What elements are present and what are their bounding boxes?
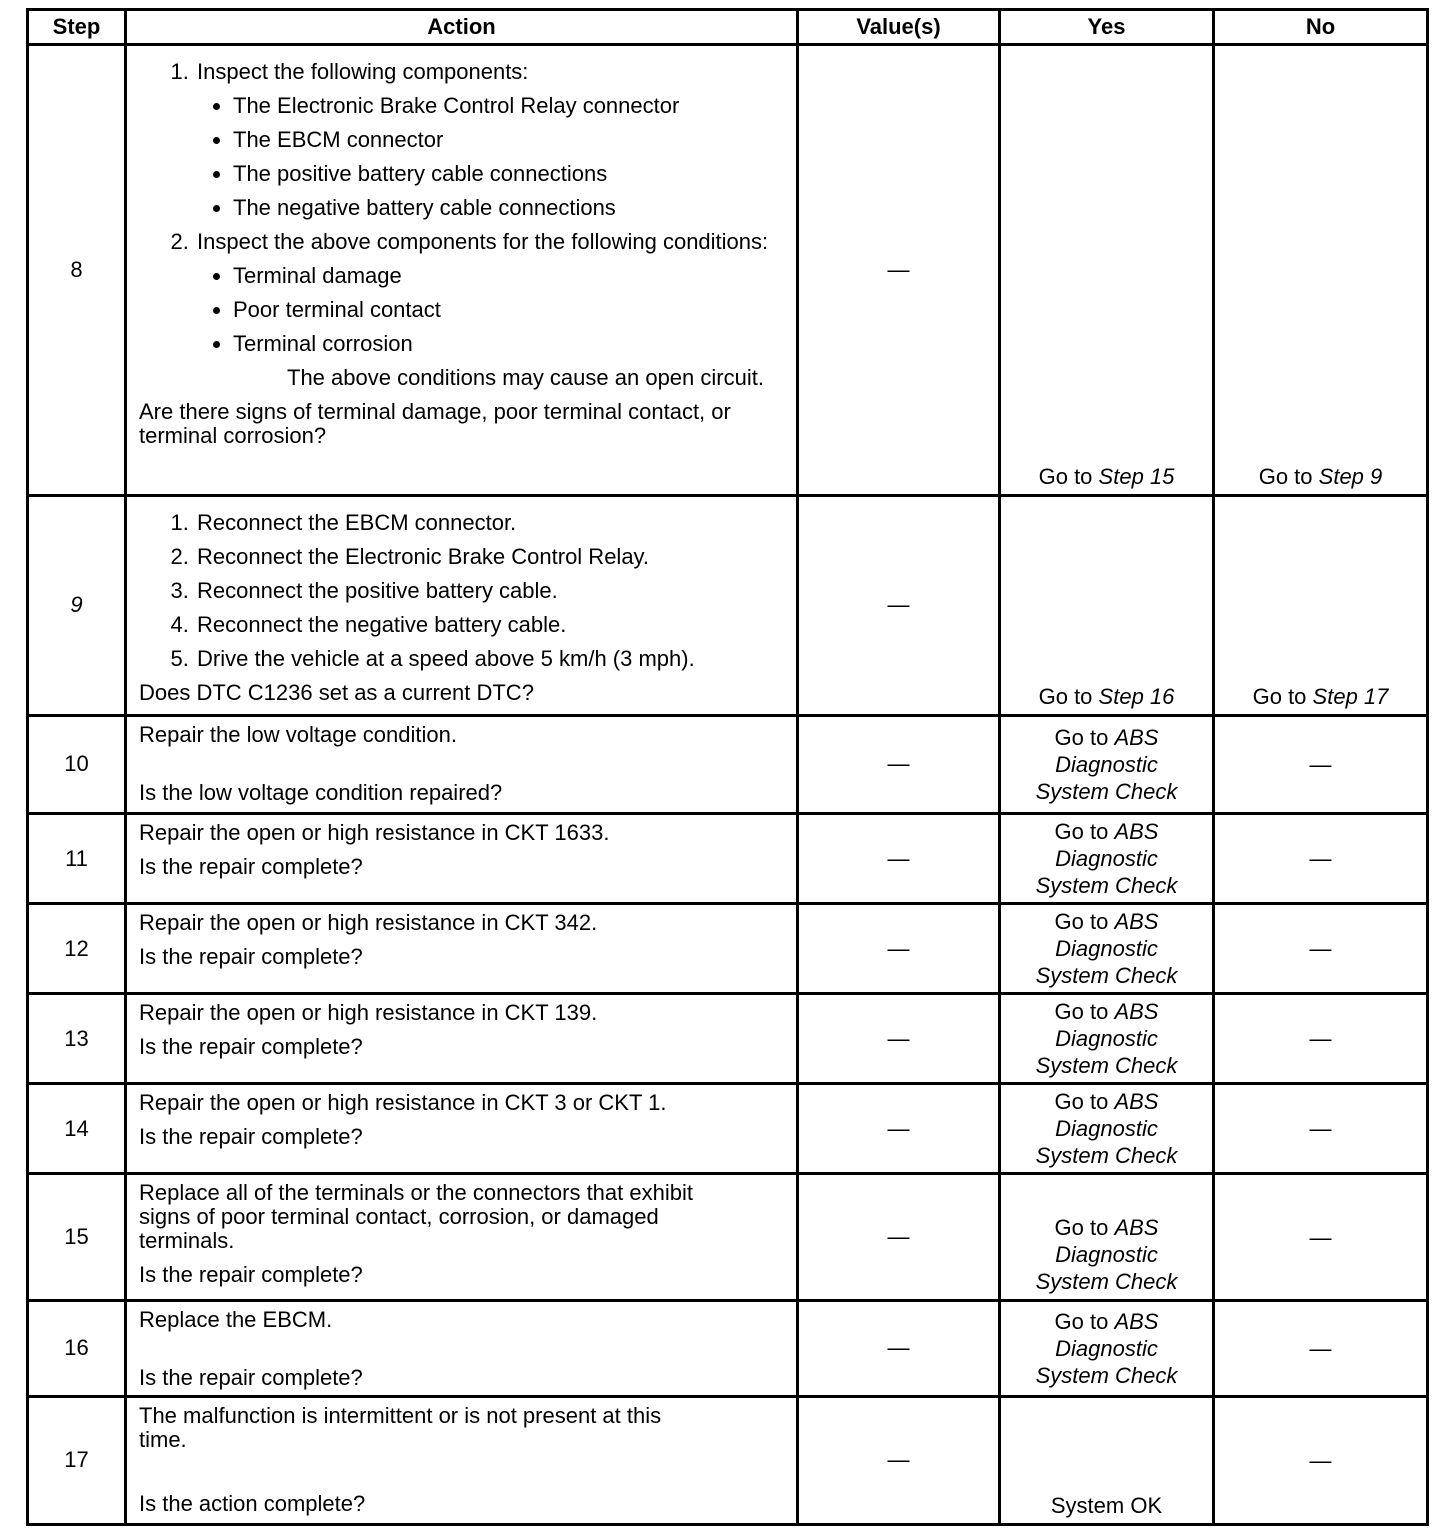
yes-prefix: Go to xyxy=(1054,1089,1109,1115)
step-number: 13 xyxy=(28,994,126,1084)
value-cell: — xyxy=(798,1300,1000,1396)
header-step: Step xyxy=(28,10,126,45)
action-question: Is the repair complete? xyxy=(139,1124,363,1150)
no-cell: — xyxy=(1214,715,1428,813)
table-row xyxy=(28,1300,1428,1396)
yes-cell xyxy=(1000,1300,1214,1396)
value-cell: — xyxy=(798,994,1000,1084)
yes-link-line[interactable]: Diagnostic xyxy=(1055,751,1158,777)
yes-link-line[interactable]: Diagnostic xyxy=(1055,936,1158,962)
table-row xyxy=(28,994,1428,1084)
yes-link-line[interactable]: System Check xyxy=(1035,963,1178,989)
action-question: Is the action complete? xyxy=(139,1490,366,1516)
bullet-item: • Terminal corrosion xyxy=(233,332,786,356)
yes-cell: System OK xyxy=(1000,1396,1214,1524)
value-cell: — xyxy=(798,1396,1000,1524)
table-row xyxy=(28,1084,1428,1174)
header-values: Value(s) xyxy=(798,10,1000,45)
action-text: The malfunction is intermittent or is not present at this time. xyxy=(139,1402,662,1452)
table-row xyxy=(28,1396,1428,1524)
yes-prefix: Go to xyxy=(1038,463,1093,489)
yes-link-line[interactable]: System Check xyxy=(1035,1268,1178,1294)
action-step: 3. Reconnect the positive battery cable. xyxy=(195,579,786,603)
bullet-item: • The EBCM connector xyxy=(233,128,786,152)
step-number: 16 xyxy=(28,1300,126,1396)
yes-prefix: Go to xyxy=(1038,683,1093,709)
action-step-text: Inspect the following components: xyxy=(197,59,529,84)
value-cell: — xyxy=(798,495,1000,715)
no-cell: — xyxy=(1214,1174,1428,1300)
action-cell xyxy=(126,814,798,904)
yes-link[interactable]: ABS xyxy=(1114,1214,1159,1240)
yes-link-line[interactable]: Diagnostic xyxy=(1055,1241,1158,1267)
yes-link[interactable]: ABS xyxy=(1114,819,1159,845)
action-cell xyxy=(126,1300,798,1396)
action-text: Replace all of the terminals or the connectors that exhibit signs of poor terminal contact, corrosion, or damaged terminals. xyxy=(139,1180,693,1254)
action-question: Is the repair complete? xyxy=(139,1364,363,1390)
table-row xyxy=(28,814,1428,904)
table-row xyxy=(28,1174,1428,1300)
yes-link[interactable]: Step 15 xyxy=(1098,463,1175,489)
action-note: The above conditions may cause an open circuit. xyxy=(287,365,764,390)
step-number: 10 xyxy=(28,715,126,813)
action-text: Replace the EBCM. xyxy=(139,1306,333,1332)
bullet-item: • The positive battery cable connections xyxy=(233,162,786,186)
value-cell: — xyxy=(798,1174,1000,1300)
yes-prefix: Go to xyxy=(1054,1308,1109,1334)
table-row xyxy=(28,495,1428,715)
action-step: 1. Reconnect the EBCM connector. xyxy=(195,511,786,535)
action-cell xyxy=(126,1174,798,1300)
bullet-item: • Terminal damage xyxy=(233,264,786,288)
yes-link[interactable]: Step 16 xyxy=(1098,683,1175,709)
yes-link-line[interactable]: Diagnostic xyxy=(1055,1335,1158,1361)
yes-cell xyxy=(1000,904,1214,994)
step-number: 17 xyxy=(28,1396,126,1524)
bullet-item: • The negative battery cable connections xyxy=(233,196,786,220)
action-question: Does DTC C1236 set as a current DTC? xyxy=(139,679,534,705)
yes-prefix: Go to xyxy=(1054,1214,1109,1240)
action-question: Is the repair complete? xyxy=(139,944,363,970)
header-no: No xyxy=(1214,10,1428,45)
no-cell: — xyxy=(1214,1300,1428,1396)
yes-link-line[interactable]: System Check xyxy=(1035,1053,1178,1079)
bullet-list xyxy=(197,264,786,356)
action-step xyxy=(195,230,786,390)
action-step: 5. Drive the vehicle at a speed above 5 km/h (3 mph). xyxy=(195,647,786,671)
bullet-item: • Poor terminal contact xyxy=(233,298,786,322)
yes-link-line[interactable]: System Check xyxy=(1035,1143,1178,1169)
diagnostic-table xyxy=(26,8,1429,1526)
value-cell: — xyxy=(798,904,1000,994)
table-row xyxy=(28,715,1428,813)
action-text: Repair the open or high resistance in CKT 1633. xyxy=(139,820,610,846)
header-row xyxy=(28,10,1428,45)
value-cell: — xyxy=(798,1084,1000,1174)
no-link[interactable]: Step 9 xyxy=(1318,463,1383,489)
step-number: 11 xyxy=(28,814,126,904)
no-prefix: Go to xyxy=(1252,683,1307,709)
action-text: Repair the open or high resistance in CKT 342. xyxy=(139,910,598,936)
value-cell: — xyxy=(798,45,1000,496)
no-cell: — xyxy=(1214,904,1428,994)
yes-link[interactable]: ABS xyxy=(1114,1308,1159,1334)
action-cell xyxy=(126,1396,798,1524)
action-question: Are there signs of terminal damage, poor terminal contact, or terminal corrosion? xyxy=(139,399,731,448)
yes-link[interactable]: ABS xyxy=(1114,1089,1159,1115)
action-text: Repair the open or high resistance in CKT 3 or CKT 1. xyxy=(139,1090,667,1116)
no-link[interactable]: Step 17 xyxy=(1312,683,1389,709)
no-prefix: Go to xyxy=(1258,463,1313,489)
header-yes: Yes xyxy=(1000,10,1214,45)
yes-cell xyxy=(1000,495,1214,715)
yes-cell xyxy=(1000,814,1214,904)
yes-link[interactable]: ABS xyxy=(1114,999,1159,1025)
yes-link-line[interactable]: Diagnostic xyxy=(1055,1116,1158,1142)
action-cell xyxy=(126,904,798,994)
action-question: Is the low voltage condition repaired? xyxy=(139,779,503,805)
no-cell: — xyxy=(1214,994,1428,1084)
yes-prefix: Go to xyxy=(1054,909,1109,935)
step-number: 9 xyxy=(28,495,126,715)
yes-prefix: Go to xyxy=(1054,999,1109,1025)
no-cell: — xyxy=(1214,1396,1428,1524)
bullet-list xyxy=(197,94,786,220)
step-number: 14 xyxy=(28,1084,126,1174)
yes-cell xyxy=(1000,1174,1214,1300)
action-text: Repair the open or high resistance in CKT 139. xyxy=(139,1000,598,1026)
yes-cell xyxy=(1000,45,1214,496)
no-cell xyxy=(1214,45,1428,496)
yes-link-line[interactable]: Diagnostic xyxy=(1055,846,1158,872)
no-cell: — xyxy=(1214,814,1428,904)
yes-prefix: Go to xyxy=(1054,819,1109,845)
table-row xyxy=(28,45,1428,496)
action-cell xyxy=(126,45,798,496)
action-step: 4. Reconnect the negative battery cable. xyxy=(195,613,786,637)
action-question: Is the repair complete? xyxy=(139,1034,363,1060)
yes-cell xyxy=(1000,715,1214,813)
yes-link[interactable]: ABS xyxy=(1114,724,1159,750)
yes-link-line[interactable]: System Check xyxy=(1035,873,1178,899)
action-cell xyxy=(126,715,798,813)
yes-link-line[interactable]: System Check xyxy=(1035,778,1178,804)
yes-cell xyxy=(1000,994,1214,1084)
yes-link-line[interactable]: Diagnostic xyxy=(1055,1026,1158,1052)
yes-link[interactable]: ABS xyxy=(1114,909,1159,935)
action-steps xyxy=(139,60,786,390)
action-question: Is the repair complete? xyxy=(139,1262,363,1288)
action-question: Is the repair complete? xyxy=(139,854,363,880)
no-cell xyxy=(1214,495,1428,715)
value-cell: — xyxy=(798,715,1000,813)
no-cell: — xyxy=(1214,1084,1428,1174)
action-cell xyxy=(126,994,798,1084)
bullet-item: • The Electronic Brake Control Relay connector xyxy=(233,94,786,118)
step-number: 8 xyxy=(28,45,126,496)
yes-cell xyxy=(1000,1084,1214,1174)
action-steps xyxy=(139,511,786,671)
action-cell xyxy=(126,495,798,715)
step-number: 12 xyxy=(28,904,126,994)
step-number: 15 xyxy=(28,1174,126,1300)
table-row xyxy=(28,904,1428,994)
action-step: 2. Reconnect the Electronic Brake Control Relay. xyxy=(195,545,786,569)
yes-link-line[interactable]: System Check xyxy=(1035,1362,1178,1388)
yes-prefix: Go to xyxy=(1054,724,1109,750)
action-step-text: Inspect the above components for the following conditions: xyxy=(197,229,769,254)
action-text: Repair the low voltage condition. xyxy=(139,721,457,747)
action-step xyxy=(195,60,786,220)
header-action: Action xyxy=(126,10,798,45)
action-cell xyxy=(126,1084,798,1174)
value-cell: — xyxy=(798,814,1000,904)
